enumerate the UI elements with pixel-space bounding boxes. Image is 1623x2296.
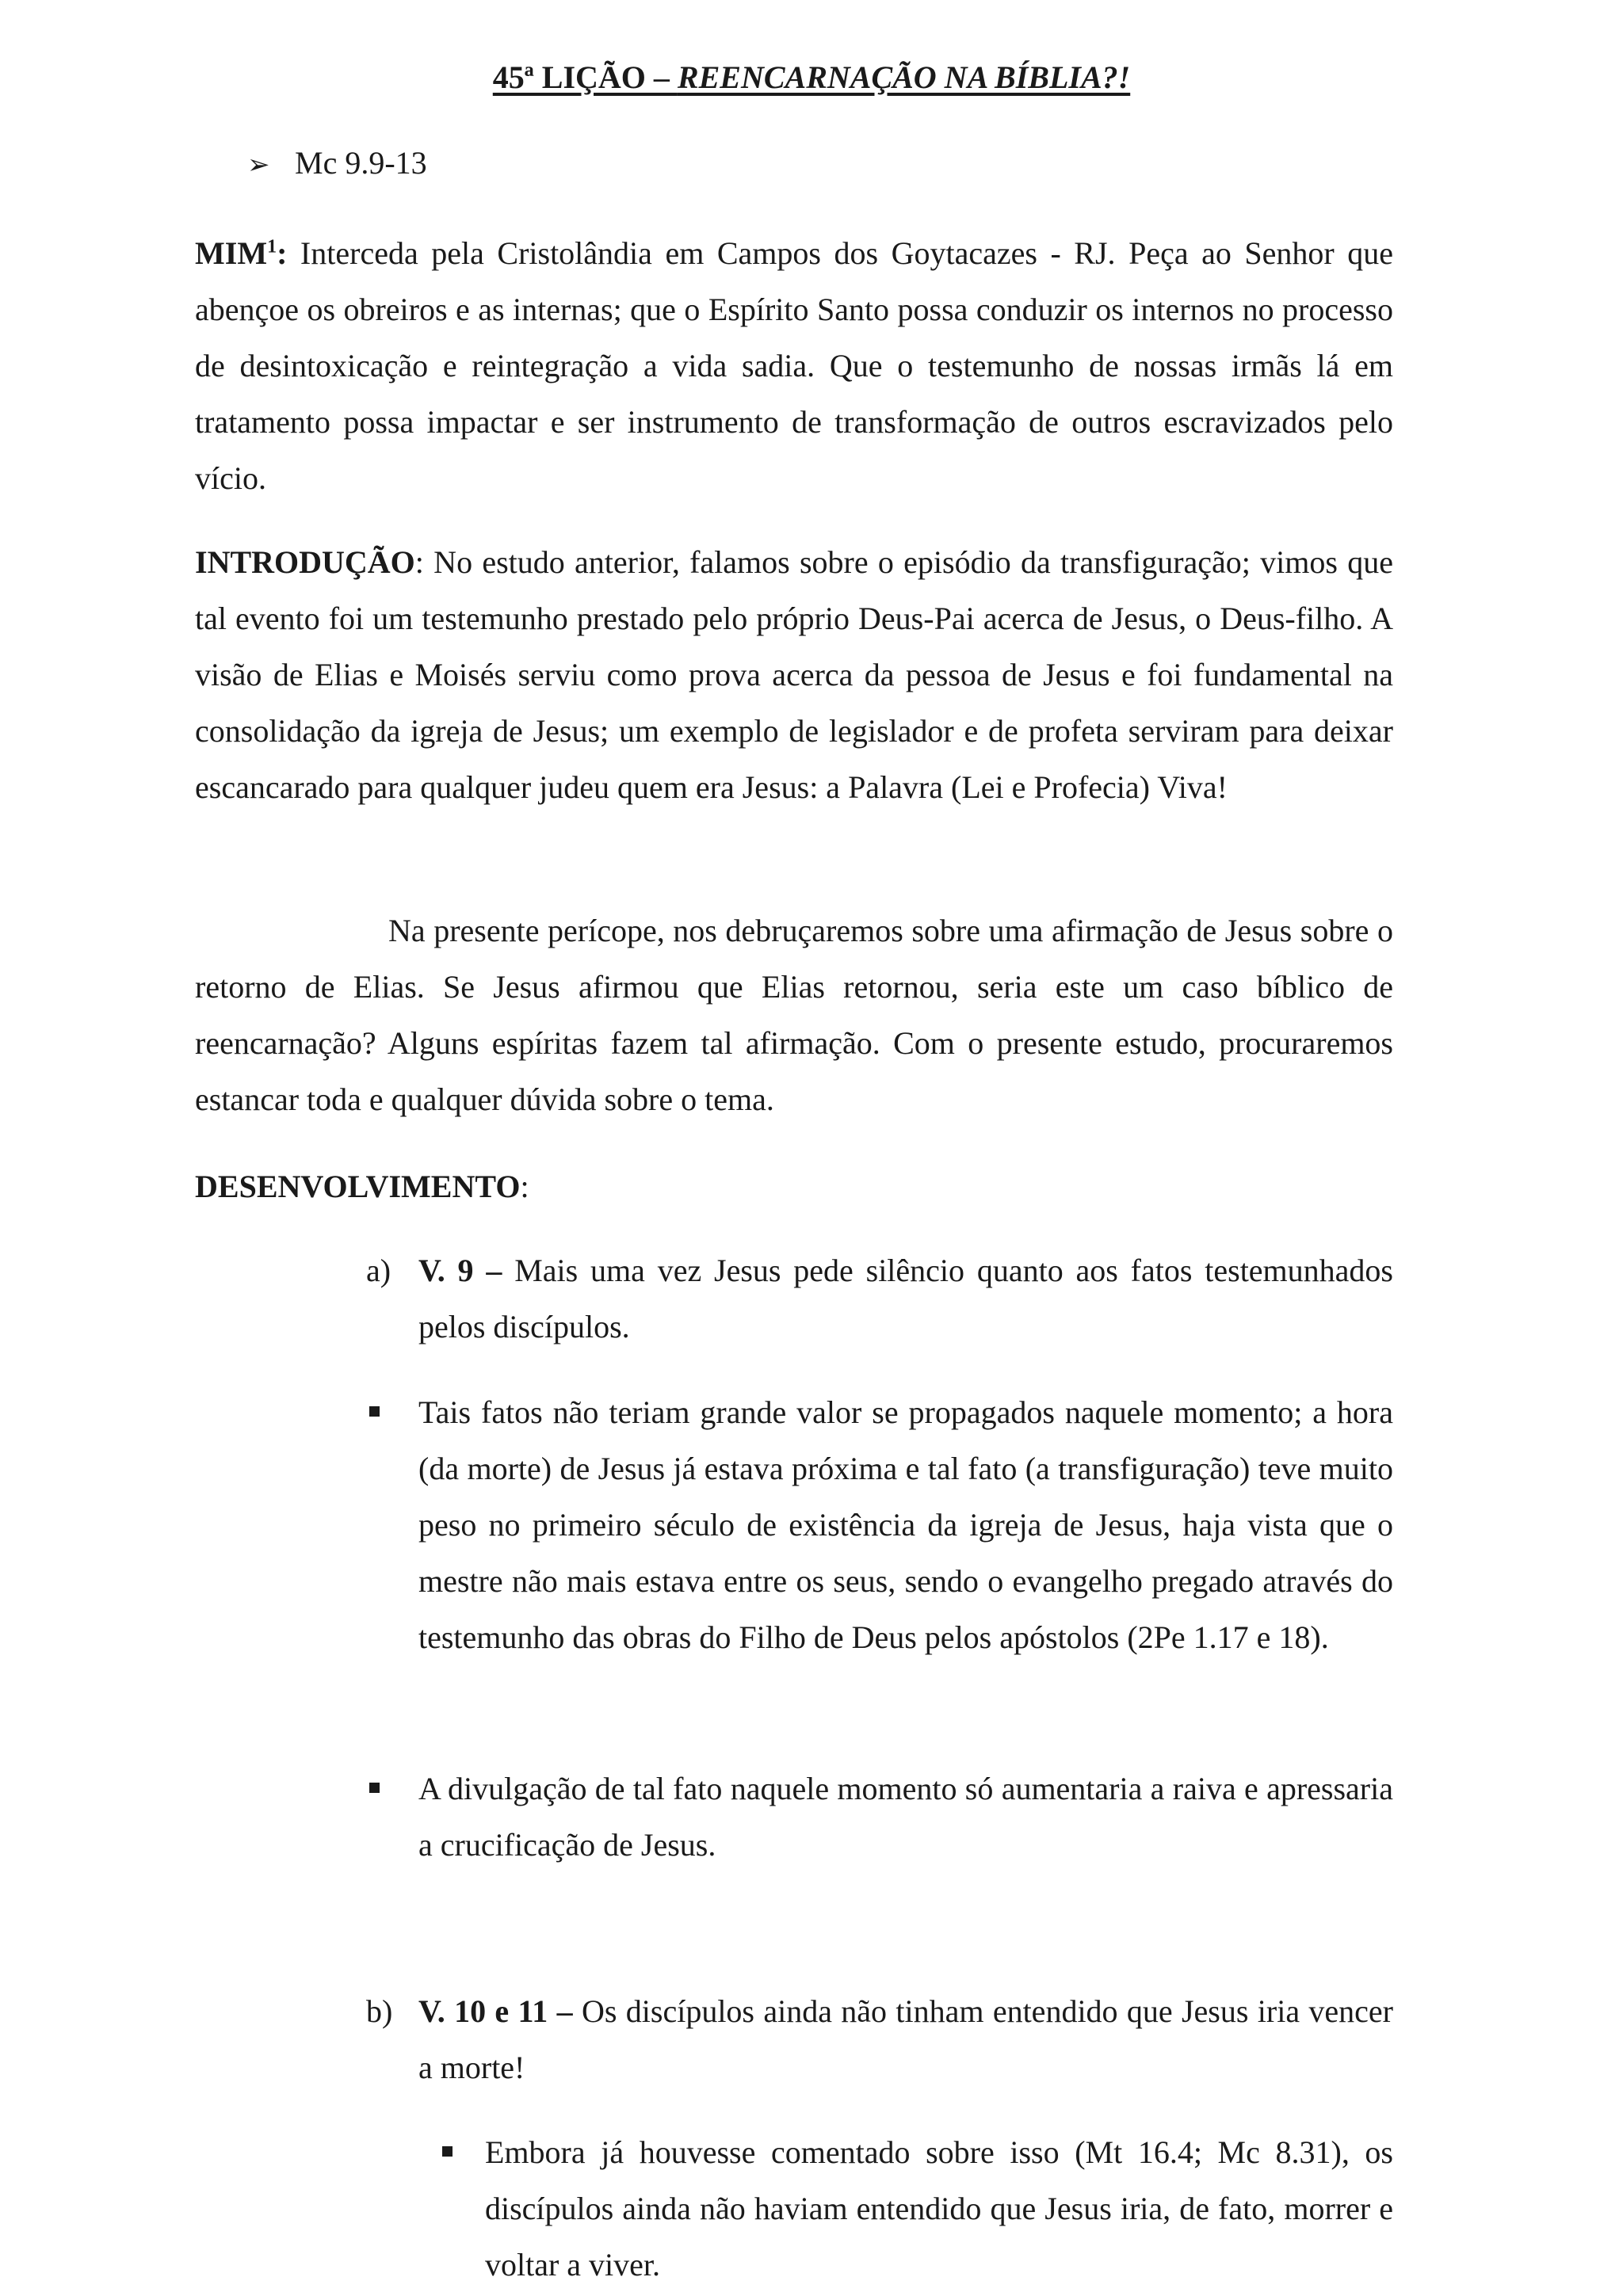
square-bullet-icon [369, 1783, 380, 1793]
title-italic: REENCARNAÇÃO NA BÍBLIA?! [677, 59, 1131, 95]
bullet-a1 [418, 1384, 1393, 1665]
bullet-a1-text: Tais fatos não teriam grande valor se propagados naquele momento; a hora (da morte) de Jesus já estava próxima e tal fato (a transfiguração) teve muito peso no primeiro século de existência da igreja de Jesus, haja vista que o mestre não mais estava entre os seus, sendo o evangelho pregado através do testemunho das obras do Filho de Deus pelos apóstolos (2Pe 1.17 e 18). [418, 1394, 1393, 1655]
development-heading [195, 1158, 1393, 1215]
square-bullet-icon [369, 1406, 380, 1417]
introduction-label: INTRODUÇÃO [195, 544, 415, 580]
item-a [418, 1242, 1393, 1355]
item-b-label: V. 10 e 11 – [418, 1993, 573, 2029]
item-b-marker: b) [366, 1993, 393, 2029]
mim-paragraph [195, 225, 1393, 506]
arrow-bullet-icon: ➢ [247, 149, 270, 181]
item-a-marker: a) [366, 1253, 391, 1288]
mim-colon: : [277, 235, 288, 271]
development-colon: : [520, 1169, 529, 1204]
introduction-text: : No estudo anterior, falamos sobre o episódio da transfiguração; vimos que tal evento foi um testemunho prestado pelo próprio Deus-Pai acerca de Jesus, o Deus-filho. A visão de Elias e Moisés serviu como prova acerca da pessoa de Jesus e foi fundamental na consolidação da igreja de Jesus; um exemplo de legislador e de profeta serviram para deixar escancarado para qualquer judeu quem era Jesus: a Palavra (Lei e Profecia) Viva! [195, 544, 1393, 805]
item-b [418, 1983, 1393, 2096]
bullet-b1 [485, 2124, 1393, 2293]
introduction-continuation-text: Na presente perícope, nos debruçaremos sobre uma afirmação de Jesus sobre o retorno de Elias. Se Jesus afirmou que Elias retornou, seria este um caso bíblico de reencarnação? Alguns espíritas fazem tal afirmação. Com o presente estudo, procuraremos estancar toda e qualquer dúvida sobre o tema. [195, 913, 1393, 1117]
title-prefix: 45ª LIÇÃO – [492, 59, 678, 95]
item-a-label: V. 9 – [418, 1253, 502, 1288]
bible-reference-text: Mc 9.9-13 [295, 145, 427, 181]
mim-footnote-marker: 1 [267, 236, 277, 257]
square-bullet-icon [442, 2146, 453, 2157]
mim-label: MIM [195, 235, 268, 271]
bullet-b1-text: Embora já houvesse comentado sobre isso (Mt 16.4; Mc 8.31), os discípulos ainda não haviam entendido que Jesus iria, de fato, morrer e voltar a viver. [485, 2134, 1393, 2283]
item-b-text: Os discípulos ainda não tinham entendido que Jesus iria vencer a morte! [418, 1993, 1393, 2085]
development-label: DESENVOLVIMENTO [195, 1169, 521, 1204]
item-a-text: Mais uma vez Jesus pede silêncio quanto aos fatos testemunhados pelos discípulos. [418, 1253, 1393, 1344]
bullet-a2-text: A divulgação de tal fato naquele momento só aumentaria a raiva e apressaria a crucificação de Jesus. [418, 1771, 1393, 1863]
bullet-a2 [418, 1760, 1393, 1873]
mim-text: Interceda pela Cristolândia em Campos dos Goytacazes - RJ. Peça ao Senhor que abençoe os obreiros e as internas; que o Espírito Santo possa conduzir os internos no processo de desintoxicação e reintegração a vida sadia. Que o testemunho de nossas irmãs lá em tratamento possa impactar e ser instrumento de transformação de outros escravizados pelo vício. [195, 235, 1393, 496]
introduction-paragraph [195, 534, 1393, 815]
bible-reference [247, 141, 427, 187]
introduction-continuation [195, 902, 1393, 1127]
page-title [0, 55, 1623, 100]
